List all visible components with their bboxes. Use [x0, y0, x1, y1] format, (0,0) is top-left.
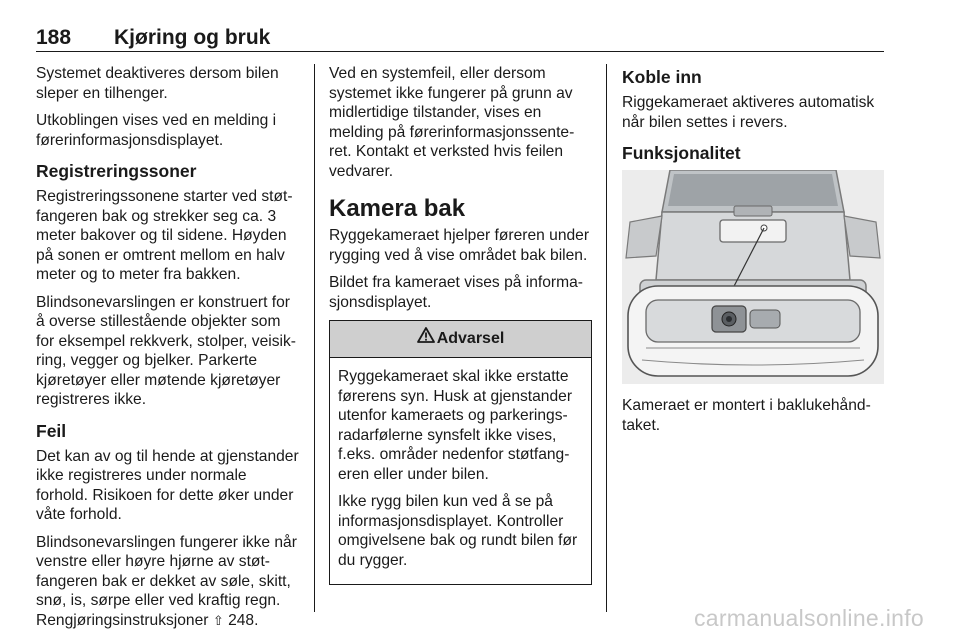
- paragraph: Systemet deaktiveres dersom bilen sleper en tilhenger.: [36, 65, 279, 102]
- warning-header: [330, 321, 591, 358]
- paragraph: Blindsonevarslingen er konstruert for å overse stillestående objekter som for eksempel rekkverk, stolper, veisik-ring, vegger og bjelker. Parkerte kjøretøyer eller møtende kjøretøyer registreres ikke.: [36, 293, 296, 408]
- watermark-text: carmanualsonline.info: [693, 605, 924, 631]
- column-middle: [329, 64, 592, 585]
- warning-body: [330, 358, 591, 584]
- heading-camera: Kamera bak: [329, 195, 466, 222]
- paragraph: Bildet fra kameraet vises på informa-sjonsdisplayet.: [329, 274, 583, 311]
- paragraph: Det kan av og til hende at gjenstander ikke registreres under normale forhold. Risikoen for dette øker under våte forhold.: [36, 447, 299, 523]
- column-divider: [606, 64, 607, 612]
- paragraph: [36, 533, 300, 631]
- heading-fault: Feil: [36, 420, 67, 441]
- warning-title: Advarsel: [436, 330, 505, 348]
- paragraph: Registreringssonene starter ved støt-fangeren bak og strekker seg ca. 3 meter bakover og til sidene. Høyden på sonen er omtrent mellom en halv meter og to meter fra bakken.: [36, 188, 293, 283]
- warning-box: [329, 320, 592, 585]
- warning-paragraph: Ikke rygg bilen kun ved å se på informasjonsdisplayet. Kontroller omgivelsene bak og rundt bilen før du rygger.: [338, 493, 578, 569]
- column-right: [622, 64, 884, 443]
- chapter-title: Kjøring og bruk: [114, 26, 271, 49]
- rear-camera-illustration: [622, 170, 884, 384]
- paragraph: Ryggekameraet hjelper føreren under rygging ved å vise området bak bilen.: [329, 227, 590, 264]
- warning-paragraph: Ryggekameraet skal ikke erstatte førerens syn. Husk at gjenstander utenfor kameraets og parkerings-radarfølerne synsfelt ikke vises, f.eks. områder nedenfor støtfang-eren eller under bilen.: [338, 368, 573, 483]
- page-header: [36, 25, 884, 52]
- paragraph-text: Blindsonevarslingen fungerer ikke når venstre eller høyre hjørne av støt-fangeren bak er dekket av søle, skitt, snø, is, sørpe eller ved kraftig regn. Rengjøringsinstruksjoner: [36, 533, 297, 629]
- column-divider: [314, 64, 315, 612]
- paragraph: Riggekameraet aktiveres automatisk når bilen settes i revers.: [622, 94, 875, 131]
- reference-arrow-icon: ⇧: [212, 612, 224, 628]
- paragraph: Utkoblingen vises ved en melding i førerinformasjonsdisplayet.: [36, 112, 277, 149]
- warning-triangle-icon: [417, 321, 435, 357]
- heading-function: Funksjonalitet: [622, 143, 741, 163]
- column-left: [36, 64, 300, 638]
- paragraph: Ved en systemfeil, eller dersom systemet ikke fungerer på grunn av midlertidige tilstander, vises en melding på førerinformasjonssente-ret. Kontakt et verksted hvis feilen vedvarer.: [329, 65, 575, 180]
- figure-caption: Kameraet er montert i baklukehånd-taket.: [622, 397, 871, 434]
- page-number: 188: [36, 26, 72, 49]
- page-reference-link[interactable]: 248.: [228, 611, 259, 629]
- heading-zones: Registreringssoner: [36, 161, 197, 181]
- heading-connect: Koble inn: [622, 67, 702, 87]
